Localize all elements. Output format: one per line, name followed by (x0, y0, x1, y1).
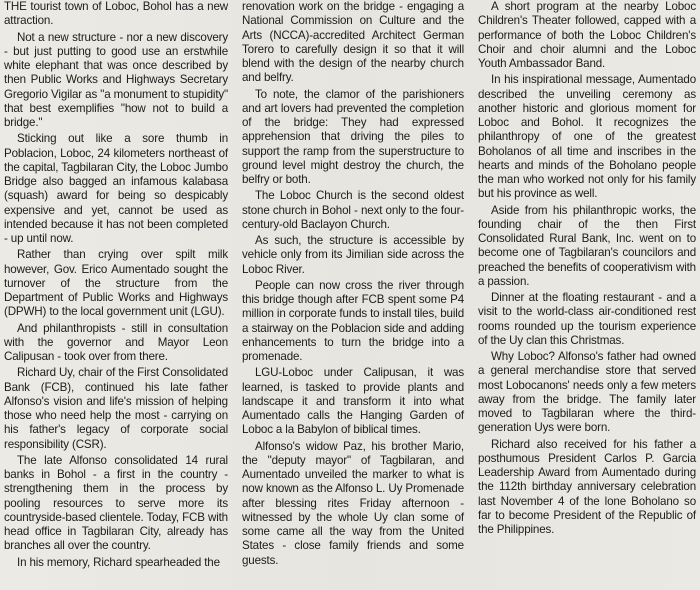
article-paragraph: A short program at the nearby Loboc Children's Theater followed, capped with a performance of both the Loboc Children's Choir and choir alumni and the Loboc Youth Ambassador Band. (478, 0, 696, 70)
article-paragraph: In his inspirational message, Aumentado described the unveiling ceremony as another historic and glorious moment for Loboc and Bohol. It recognizes the philanthropy of one of the greatest Boholanos of all time and inscribes in the hearts and minds of the Boholano people the man who worked not only for his family but his province as well. (478, 73, 696, 201)
article-paragraph: And philanthropists - still in consultation with the governor and Mayor Leon Calipusan - took over from there. (4, 321, 228, 363)
article-paragraph: People can now cross the river through this bridge though after FCB spent some P4 million in corporate funds to install tiles, build a stairway on the Poblacion side and adding enhancements to turn the bridge into a promenade. (242, 278, 464, 363)
article-paragraph: In his memory, Richard spearheaded the (17, 555, 220, 569)
article-column-1 (0, 0, 232, 590)
article-paragraph: Richard Uy, chair of the First Consolidated Bank (FCB), continued his late father Alfonso's vision and life's mission of helping those who need help the most - carrying on his father's legacy of corporate social responsibility (CSR). (4, 366, 228, 451)
article-paragraph: To note, the clamor of the parishioners and art lovers had prevented the completion of the bridge: They had expressed apprehension that driving the piles to support the ramp from the superstructure to ground level might destroy the church, the belfry or both. (242, 87, 464, 186)
article-paragraph: LGU-Loboc under Calipusan, it was learned, is tasked to provide plants and landscape it and transform it into what Aumentado calls the Hanging Garden of Loboc a la Babylon of biblical times. (242, 366, 464, 437)
article-column-2 (238, 0, 468, 590)
article-paragraph: Why Loboc? Alfonso's father had owned a general merchandise store that served most Lobocanons' needs only a few meters away from the bridge. The family later moved to Tagbilaran where the third-generation Uys were born. (478, 350, 696, 435)
article-paragraph: Richard also received for his father a posthumous President Carlos P. Garcia Leadership Award from Aumentado during the 112th birthday anniversary celebration last November 4 of the lone Boholano so far to become President of the Republic of the Philippines. (478, 437, 696, 536)
article-paragraph: As such, the structure is accessible by vehicle only from its Jimilian side across the Loboc River. (242, 234, 464, 276)
article-paragraph: Rather than crying over spilt milk however, Gov. Erico Aumentado sought the turnover of the structure from the Department of Public Works and Highways (DPWH) to the local government unit (LGU). (4, 248, 228, 319)
article-paragraph: Aside from his philanthropic works, the founding chair of the then First Consolidated Rural Bank, Inc. went on to become one of Tagbilaran's councilors and preached the benefits of cooperativism with a passion. (478, 203, 696, 288)
article-column-3 (474, 0, 700, 590)
article-paragraph: Not a new structure - nor a new discovery - but just putting to good use an erstwhile white elephant that was once described by then Public Works and Highways Secretary Gregorio Vigilar as "a monument to stupidity" that best exemplifies "how not to build a bridge." (4, 30, 228, 129)
article-paragraph: Alfonso's widow Paz, his brother Mario, the "deputy mayor" of Tagbilaran, and Aumentado unveiled the marker to what is now known as the Alfonso L. Uy Promenade after blessing rites Friday afternoon - witnessed by the whole Uy clan some of some came all the way from the United States - close family friends and some guests. (242, 439, 464, 567)
article-paragraph: The Loboc Church is the second oldest stone church in Bohol - next only to the four-century-old Baclayon Church. (242, 189, 464, 231)
article-paragraph: Dinner at the floating restaurant - and a visit to the world-class air-conditioned rest rooms rounded up the tourism experience of the Uy clan this Christmas. (478, 291, 696, 347)
article-paragraph: renovation work on the bridge - engaging a National Commission on Culture and the Arts (NCCA)-accredited Architect German Torero to carefully design it so that it will blend with the design of the nearby church and belfry. (242, 0, 464, 85)
article-paragraph: Sticking out like a sore thumb in Poblacion, Loboc, 24 kilometers northeast of the capital, Tagbilaran City, the Loboc Jumbo Bridge also bagged an infamous kalabasa (squash) award for being so despicably expensive and yet, cannot be used as intended because it has not been completed - up until now. (4, 132, 228, 245)
article-paragraph: The late Alfonso consolidated 14 rural banks in Bohol - a first in the country - strengthening them in the process by pooling resources to serve more its countryside-based clientele. Today, FCB with head office in Tagbilaran City, already has branches all over the country. (4, 453, 228, 553)
article-paragraph: THE tourist town of Loboc, Bohol has a new attraction. (4, 0, 228, 28)
